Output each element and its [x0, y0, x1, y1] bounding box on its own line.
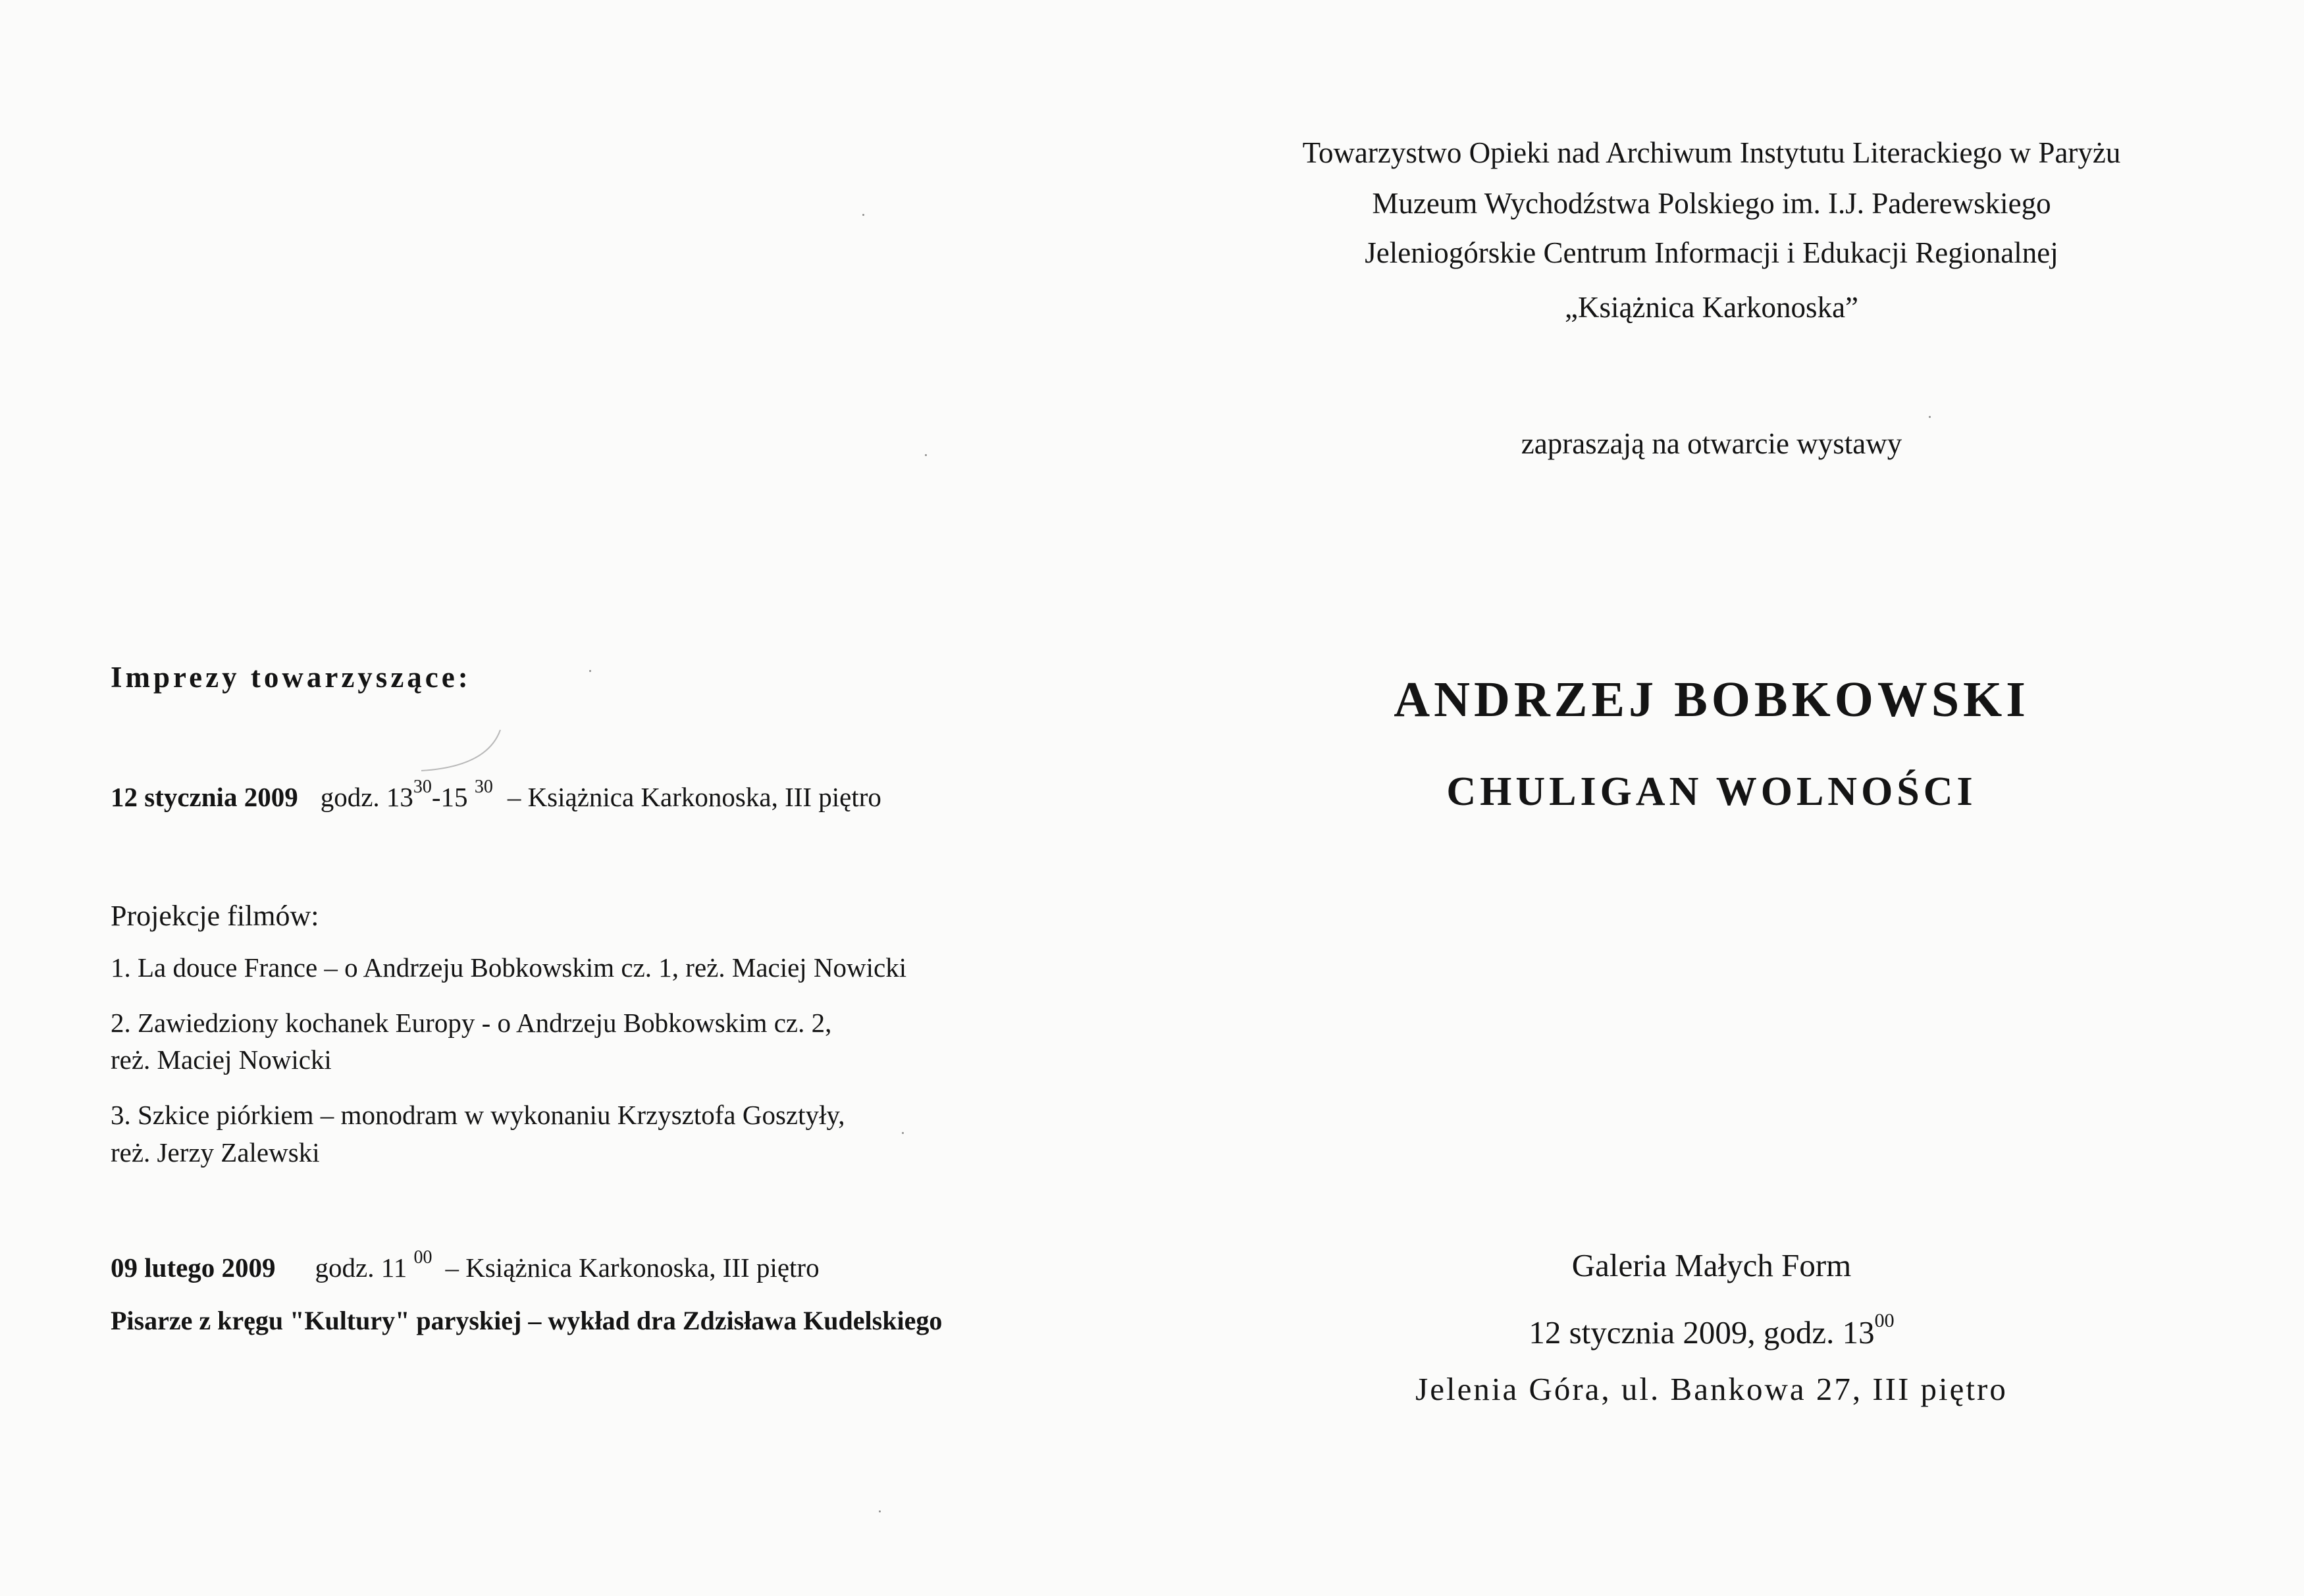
- venue-name: Galeria Małych Form: [1571, 1247, 1852, 1283]
- opening-date: [1238, 1309, 2186, 1351]
- event-2: [111, 1247, 820, 1283]
- event-2-date: 09 lutego 2009: [111, 1252, 276, 1283]
- invitation-text: zapraszają na otwarcie wystawy: [1521, 427, 1902, 460]
- event-2-place: – Książnica Karkonoska, III piętro: [445, 1252, 820, 1283]
- event-2-time-sup: 00: [413, 1247, 432, 1268]
- event-1-time: [320, 777, 493, 812]
- event-1-place: – Książnica Karkonoska, III piętro: [507, 782, 881, 812]
- accompanying-events: [111, 0, 1164, 1596]
- projection-item-cont: reż. Jerzy Zalewski: [111, 1137, 320, 1168]
- projection-item-cont: reż. Maciej Nowicki: [111, 1044, 332, 1075]
- event-1-time-end: -15: [431, 782, 468, 812]
- opening-time-minutes: 00: [1874, 1309, 1895, 1331]
- organizer-line: „Książnica Karkonoska”: [1564, 291, 1859, 324]
- artist-name: ANDRZEJ BOBKOWSKI: [1394, 672, 2029, 727]
- organizer-line: Towarzystwo Opieki nad Archiwum Instytutu Literackiego w Paryżu: [1302, 136, 2121, 169]
- opening-date-text: 12 stycznia 2009, godz. 13: [1529, 1314, 1875, 1351]
- projections-title: Projekcje filmów:: [111, 900, 319, 932]
- event-1: [111, 777, 881, 813]
- event-2-lecture: Pisarze z kręgu "Kultury" paryskiej – wykład dra Zdzisława Kudelskiego: [111, 1306, 943, 1335]
- event-1-date: 12 stycznia 2009: [111, 782, 298, 812]
- event-2-time: godz. 11: [315, 1252, 407, 1283]
- event-1-time-start: godz. 13: [320, 782, 413, 812]
- projection-item: 2. Zawiedziony kochanek Europy - o Andrzeju Bobkowskim cz. 2,: [111, 1008, 832, 1038]
- venue-address: Jelenia Góra, ul. Bankowa 27, III piętro: [1415, 1371, 2008, 1407]
- event-1-time-sup-start: 30: [413, 777, 432, 798]
- organizer-line: Muzeum Wychodźstwa Polskiego im. I.J. Paderewskiego: [1372, 187, 2051, 220]
- organizer-line: Jeleniogórskie Centrum Informacji i Edukacji Regionalnej: [1365, 236, 2058, 269]
- projection-item: 3. Szkice piórkiem – monodram w wykonaniu Krzysztofa Gosztyły,: [111, 1100, 845, 1130]
- exhibition-title: CHULIGAN WOLNOŚCI: [1446, 769, 1977, 814]
- projection-item: 1. La douce France – o Andrzeju Bobkowskim cz. 1, reż. Maciej Nowicki: [111, 952, 907, 983]
- event-1-time-sup-end: 30: [474, 777, 493, 798]
- events-heading: Imprezy towarzyszące:: [111, 661, 471, 694]
- invitation-front: [1238, 0, 2186, 1596]
